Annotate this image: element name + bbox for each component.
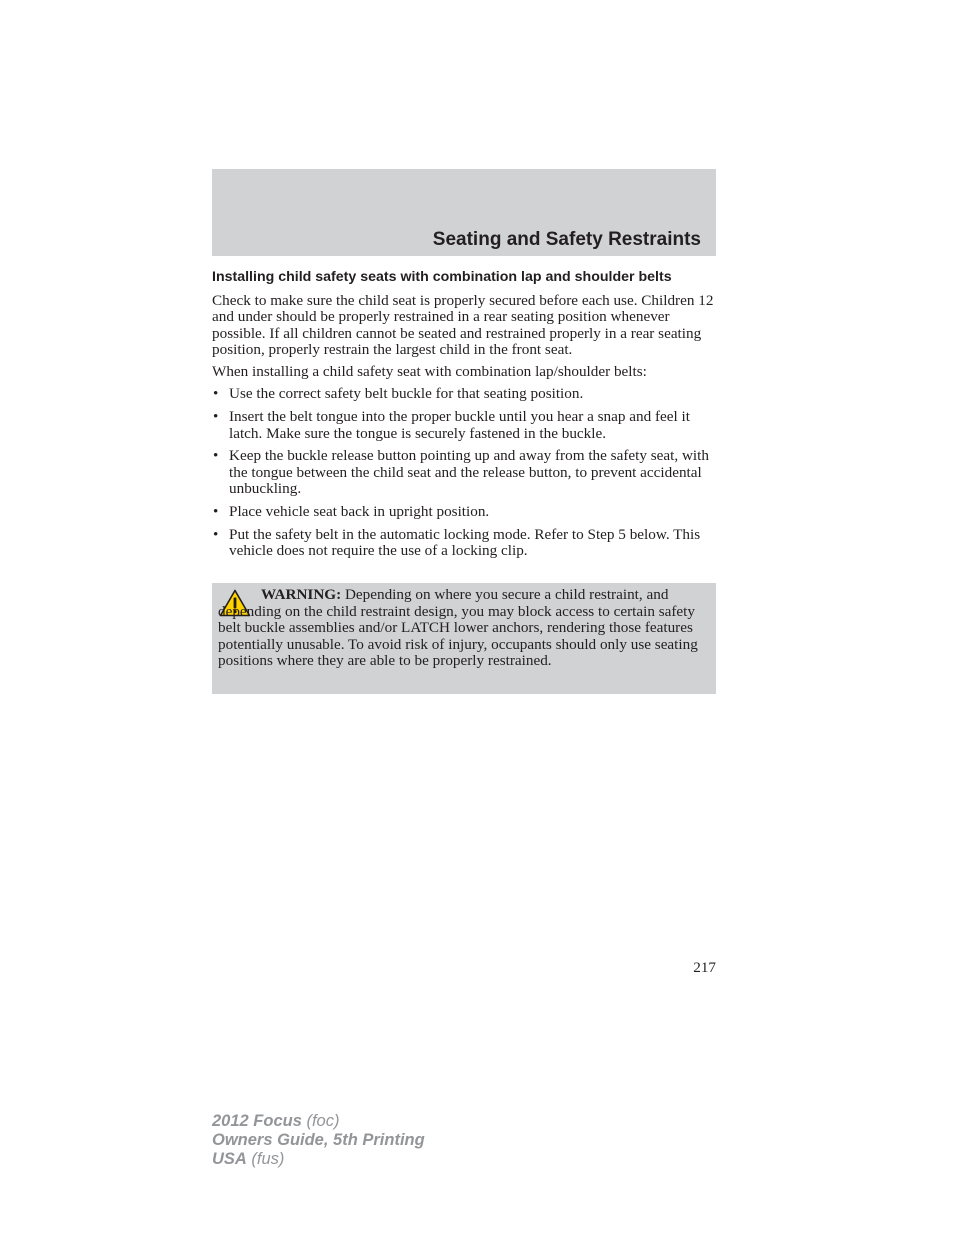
bullet-icon: • (213, 502, 219, 520)
list-item (212, 386, 716, 402)
footer-line-model (212, 1112, 425, 1131)
bullet-icon: • (213, 447, 219, 465)
warning-text (218, 587, 708, 670)
list-item-text: Insert the belt tongue into the proper buckle until you hear a snap and feel it latch. Make sure the tongue is securely fastened in the buckle. (229, 408, 690, 442)
intro-paragraph: Check to make sure the child seat is properly secured before each use. Children 12 and under should be properly restrained in a rear seating position whenever possible. If all children cannot be seated and restrained properly in a rear seating position, properly restrain the largest child in the front seat. (212, 292, 714, 358)
list-item (212, 527, 716, 560)
footer-market: USA (212, 1150, 247, 1168)
subsection-heading: Installing child safety seats with combination lap and shoulder belts (212, 269, 672, 285)
page-number: 217 (693, 959, 716, 976)
section-header-band (212, 169, 716, 256)
list-item-text: Use the correct safety belt buckle for that seating position. (229, 385, 584, 403)
footer-market-code: (fus) (246, 1150, 285, 1168)
bullet-icon: • (213, 385, 219, 403)
instruction-list (212, 386, 716, 559)
footer-edition-info (212, 1112, 425, 1169)
bullet-icon: • (213, 525, 219, 543)
list-item-text: Keep the buckle release button pointing up and away from the safety seat, with the tongue between the child seat and the release button, to prevent accidental unbuckling. (229, 447, 709, 497)
instruction-lead-paragraph: When installing a child safety seat with combination lap/shoulder belts: (212, 363, 647, 381)
footer-line-market (212, 1150, 425, 1169)
bullet-icon: • (213, 408, 219, 426)
warning-body: Depending on where you secure a child restraint, and depending on the child restraint design, you may block access to certain safety belt buckle assemblies and/or LATCH lower anchors, rendering those features potentially unusable. To avoid risk of injury, occupants should only use seating positions where they are able to be properly restrained. (218, 586, 698, 669)
list-item (212, 409, 716, 442)
list-item-text: Put the safety belt in the automatic locking mode. Refer to Step 5 below. This vehicle does not require the use of a locking clip. (229, 525, 701, 559)
footer-model: 2012 Focus (212, 1112, 302, 1130)
section-title: Seating and Safety Restraints (432, 229, 701, 250)
footer-model-code: (foc) (301, 1112, 340, 1130)
list-item (212, 448, 716, 497)
list-item (212, 504, 716, 520)
footer-printing: Owners Guide, 5th Printing (212, 1131, 425, 1149)
warning-label: WARNING: (261, 586, 342, 603)
warning-box (212, 583, 716, 694)
list-item-text: Place vehicle seat back in upright position. (229, 502, 490, 520)
content-area (212, 267, 716, 566)
